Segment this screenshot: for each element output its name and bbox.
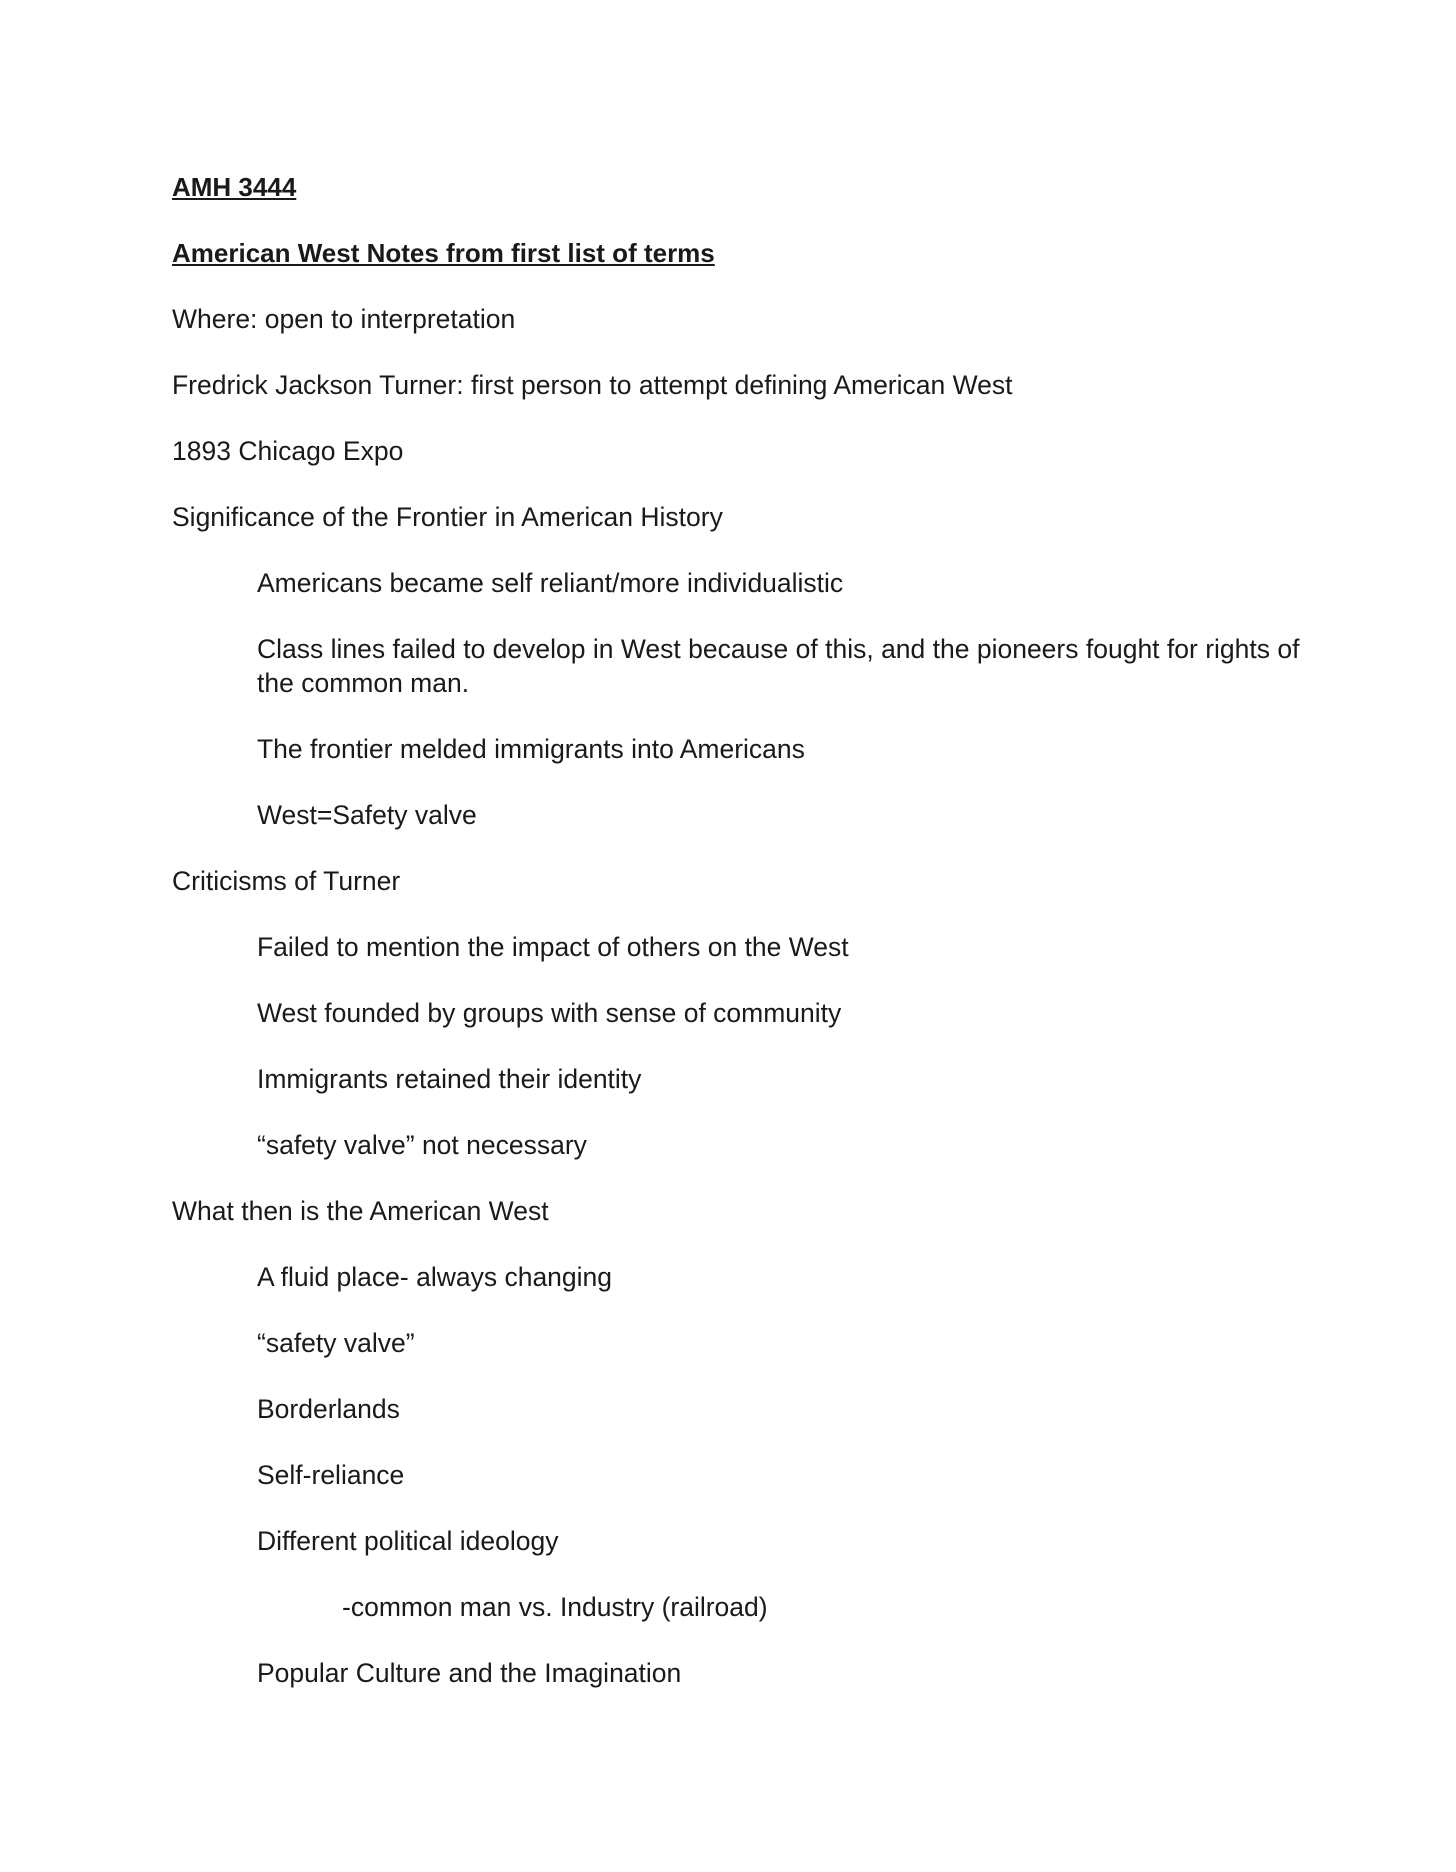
- note-subline: Borderlands: [257, 1394, 400, 1424]
- course-code: AMH 3444: [172, 172, 297, 202]
- note-line: Where: open to interpretation: [172, 304, 516, 334]
- note-subsubline: -common man vs. Industry (railroad): [342, 1592, 768, 1622]
- note-line: What then is the American West: [172, 1196, 549, 1226]
- note-subline: A fluid place- always changing: [257, 1262, 613, 1292]
- note-subline: Immigrants retained their identity: [257, 1064, 642, 1094]
- note-line: 1893 Chicago Expo: [172, 436, 404, 466]
- note-subline: West founded by groups with sense of community: [257, 998, 842, 1028]
- note-subline: Failed to mention the impact of others on the West: [257, 932, 849, 962]
- note-subline: Different political ideology: [257, 1526, 559, 1556]
- note-subline: “safety valve” not necessary: [257, 1130, 587, 1160]
- note-line: Criticisms of Turner: [172, 866, 401, 896]
- note-subline: “safety valve”: [257, 1328, 415, 1358]
- note-subline: Americans became self reliant/more individualistic: [257, 568, 844, 598]
- note-subline: West=Safety valve: [257, 800, 477, 830]
- note-subline: The frontier melded immigrants into Americans: [257, 734, 805, 764]
- note-subline: Self-reliance: [257, 1460, 405, 1490]
- page-title: American West Notes from first list of terms: [172, 238, 715, 268]
- note-subline: Popular Culture and the Imagination: [257, 1658, 682, 1688]
- note-subline: Class lines failed to develop in West because of this, and the pioneers fought for rights of the common man.: [257, 634, 1300, 698]
- note-line: Fredrick Jackson Turner: first person to attempt defining American West: [172, 370, 1013, 400]
- note-line: Significance of the Frontier in American History: [172, 502, 723, 532]
